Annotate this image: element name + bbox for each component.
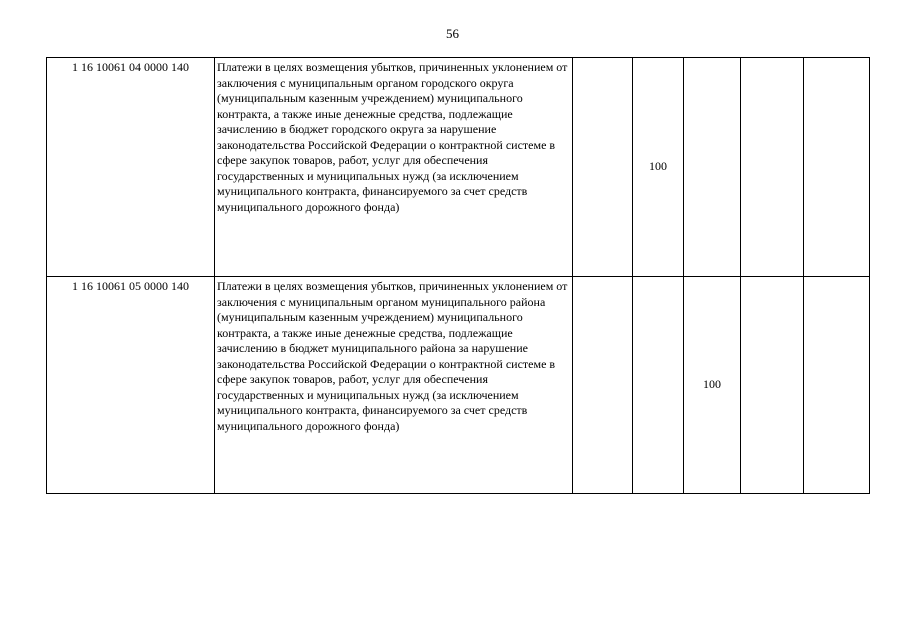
value-cell (741, 277, 804, 494)
value-cell (633, 277, 684, 494)
value-cell (804, 58, 870, 277)
revenue-description-cell: Платежи в целях возмещения убытков, причиненных уклонением от заключения с муниципальным органом муниципального района (муниципальным казенным учреждением) муниципального контракта, а также иные денежные средства, подлежащие зачислению в бюджет муниципального района за нарушение законодательства Российской Федерации о контрактной системе в сфере закупок товаров, работ, услуг для обеспечения государственных и муниципальных нужд (за исключением муниципального контракта, финансируемого за счет средств муниципального дорожного фонда) (215, 277, 573, 494)
revenue-code-cell: 1 16 10061 05 0000 140 (47, 277, 215, 494)
value-cell (741, 58, 804, 277)
value-cell: 100 (684, 277, 741, 494)
budget-classification-table (46, 57, 870, 494)
table-row (47, 277, 870, 494)
revenue-code-cell: 1 16 10061 04 0000 140 (47, 58, 215, 277)
value-cell (804, 277, 870, 494)
value-cell (573, 58, 633, 277)
value-cell (684, 58, 741, 277)
revenue-description-cell: Платежи в целях возмещения убытков, причиненных уклонением от заключения с муниципальным органом городского округа (муниципальным казенным учреждением) муниципального контракта, а также иные денежные средства, подлежащие зачислению в бюджет городского округа за нарушение законодательства Российской Федерации о контрактной системе в сфере закупок товаров, работ, услуг для обеспечения государственных и муниципальных нужд (за исключением муниципального контракта, финансируемого за счет средств муниципального дорожного фонда) (215, 58, 573, 277)
value-cell: 100 (633, 58, 684, 277)
table-row (47, 58, 870, 277)
value-cell (573, 277, 633, 494)
page-number: 56 (446, 26, 459, 41)
